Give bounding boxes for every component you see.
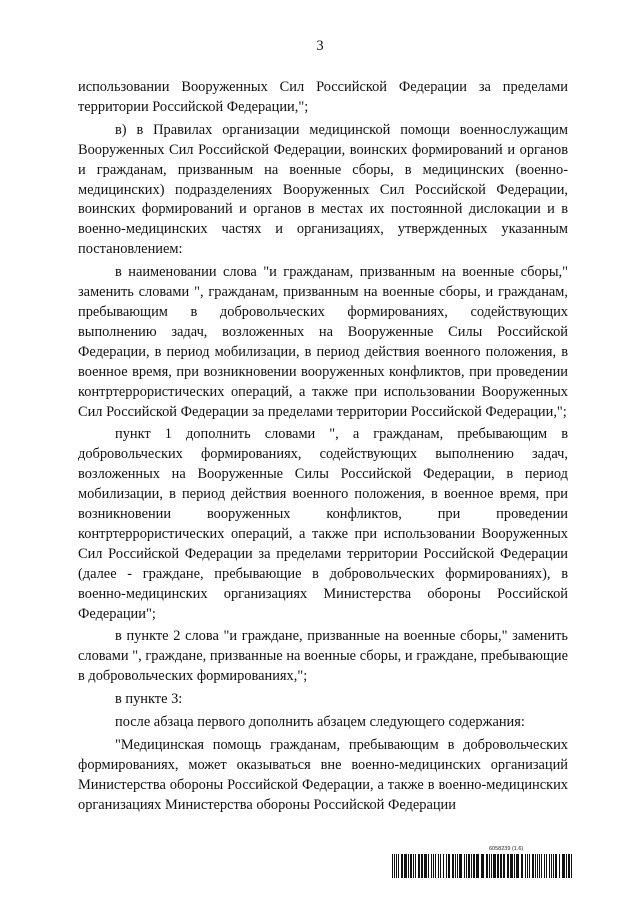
- barcode-bar: [428, 854, 429, 878]
- paragraph-title-amendment: в наименовании слова "и гражданам, призванным на военные сборы," заменить словами ", гражданам, призванным на военные сборы, и гражданам, пребывающим в добровольческих формированиях, содействующих выполнению задач, возложенных на Вооруженные Силы Российской Федерации, в период мобилизации, в период действия военного положения, в военное время, при возникновении вооруженных конфликтов, при проведении контртеррористических операций, а также при использовании Вооруженных Сил Российской Федерации за пределами территории Российской Федерации,";: [78, 264, 568, 420]
- barcode-bar: [510, 854, 513, 878]
- barcode-bar: [551, 854, 552, 878]
- barcode-bar: [553, 854, 554, 878]
- barcode-bar: [392, 854, 393, 878]
- barcode-bar: [559, 854, 560, 878]
- barcode-bar: [443, 854, 444, 878]
- barcode-bar: [410, 854, 412, 878]
- barcode-bar: [455, 854, 456, 878]
- barcode-bar: [471, 854, 472, 878]
- barcode-bar: [535, 854, 536, 878]
- barcode-bar: [448, 854, 450, 878]
- barcode-bar: [544, 854, 545, 878]
- barcode-bar: [516, 854, 519, 878]
- document-body: [78, 78, 568, 816]
- barcode-bar: [555, 854, 557, 878]
- barcode-bar: [438, 854, 439, 878]
- barcode-bar: [537, 854, 538, 878]
- barcode-bar: [396, 854, 397, 878]
- barcode-bar: [532, 854, 534, 878]
- barcode-bar: [539, 854, 540, 878]
- paragraph-after-first: после абзаца первого дополнить абзацем следующего содержания:: [115, 714, 525, 731]
- barcode-bar: [571, 854, 572, 878]
- barcode-bar: [491, 854, 492, 878]
- barcode-bar: [415, 854, 416, 878]
- barcode-bar: [568, 854, 570, 878]
- barcode-bar: [500, 854, 502, 878]
- barcode-bar: [529, 854, 530, 878]
- paragraph-item-v: в) в Правилах организации медицинской помощи военнослужащим Вооруженных Сил Российской Федерации, воинских формирований и органов и гражданам, призванным на военные сборы, в медицинских (военно-медицинских) подразделениях Вооруженных Сил Российской Федерации, воинских формирований и органов в местах их постоянной дислокации и в военно-медицинских частях и организациях, утвержденных указанным постановлением:: [78, 121, 568, 258]
- barcode-bar: [435, 854, 436, 878]
- paragraph-continuation: использовании Вооруженных Сил Российской Федерации за пределами территории Российской Федерации,";: [78, 79, 568, 115]
- barcode-bar: [468, 854, 470, 878]
- barcode-bar: [566, 854, 567, 878]
- barcode-label: 6058239 (1.6): [489, 846, 524, 852]
- barcode-bar: [418, 854, 420, 878]
- barcode-bar: [459, 854, 462, 878]
- barcode-bar: [421, 854, 423, 878]
- barcode-bar: [433, 854, 434, 878]
- barcode-bar: [527, 854, 528, 878]
- barcode-bar: [466, 854, 467, 878]
- barcode-bar: [525, 854, 526, 878]
- barcode-bar: [452, 854, 454, 878]
- paragraph-point-2: в пункте 2 слова "и граждане, призванные на военные сборы," заменить словами ", граждане, призванные на военные сборы, и граждане, пребывающие в добровольческих формированиях,";: [78, 628, 568, 685]
- barcode-bar: [424, 854, 427, 878]
- barcode-bar: [440, 854, 441, 878]
- barcode-bar: [486, 854, 488, 878]
- barcode-bar: [541, 854, 542, 878]
- barcode-bar: [507, 854, 509, 878]
- barcode-bar: [446, 854, 447, 878]
- barcode-bar: [473, 854, 475, 878]
- barcode-bar: [549, 854, 550, 878]
- barcode-bar: [562, 854, 565, 878]
- barcode-bar: [521, 854, 523, 878]
- barcode-bar: [497, 854, 499, 878]
- barcode-block: [392, 846, 572, 880]
- barcode-bar: [514, 854, 515, 878]
- barcode-bar: [398, 854, 399, 878]
- barcode-bar: [489, 854, 490, 878]
- barcode-bar: [457, 854, 458, 878]
- barcode-bar: [476, 854, 479, 878]
- barcode-bar: [413, 854, 414, 878]
- barcode-bar: [481, 854, 484, 878]
- paragraph-point-1: пункт 1 дополнить словами ", а гражданам, пребывающим в добровольческих формированиях, содействующих выполнению задач, возложенных на Вооруженные Силы Российской Федерации, в период мобилизации, в период действия военного положения, в военное время, при возникновении вооруженных конфликтов, при проведении контртеррористических операций, а также при использовании Вооруженных Сил Российской Федерации за пределами территории Российской Федерации (далее - граждане, пребывающие в добровольческих формированиях), в военно-медицинских организациях Министерства обороны Российской Федерации";: [78, 426, 568, 622]
- barcode-bar: [493, 854, 496, 878]
- barcode-bar: [546, 854, 547, 878]
- barcode-bar: [404, 854, 407, 878]
- barcode-bar: [464, 854, 465, 878]
- barcode-bar: [431, 854, 432, 878]
- barcode-bar: [394, 854, 395, 878]
- page-number: 3: [316, 38, 324, 54]
- paragraph-point-3-heading: в пункте 3:: [115, 691, 183, 708]
- barcode-bar: [503, 854, 505, 878]
- barcode-icon: [392, 854, 572, 878]
- barcode-bar: [408, 854, 409, 878]
- barcode-bar: [401, 854, 403, 878]
- paragraph-medical-help: "Медицинская помощь гражданам, пребывающим в добровольческих формированиях, может оказываться вне военно-медицинских организаций Министерства обороны Российской Федерации, а также в военно-медицинских организациях Министерства обороны Российской Федерации: [78, 737, 568, 813]
